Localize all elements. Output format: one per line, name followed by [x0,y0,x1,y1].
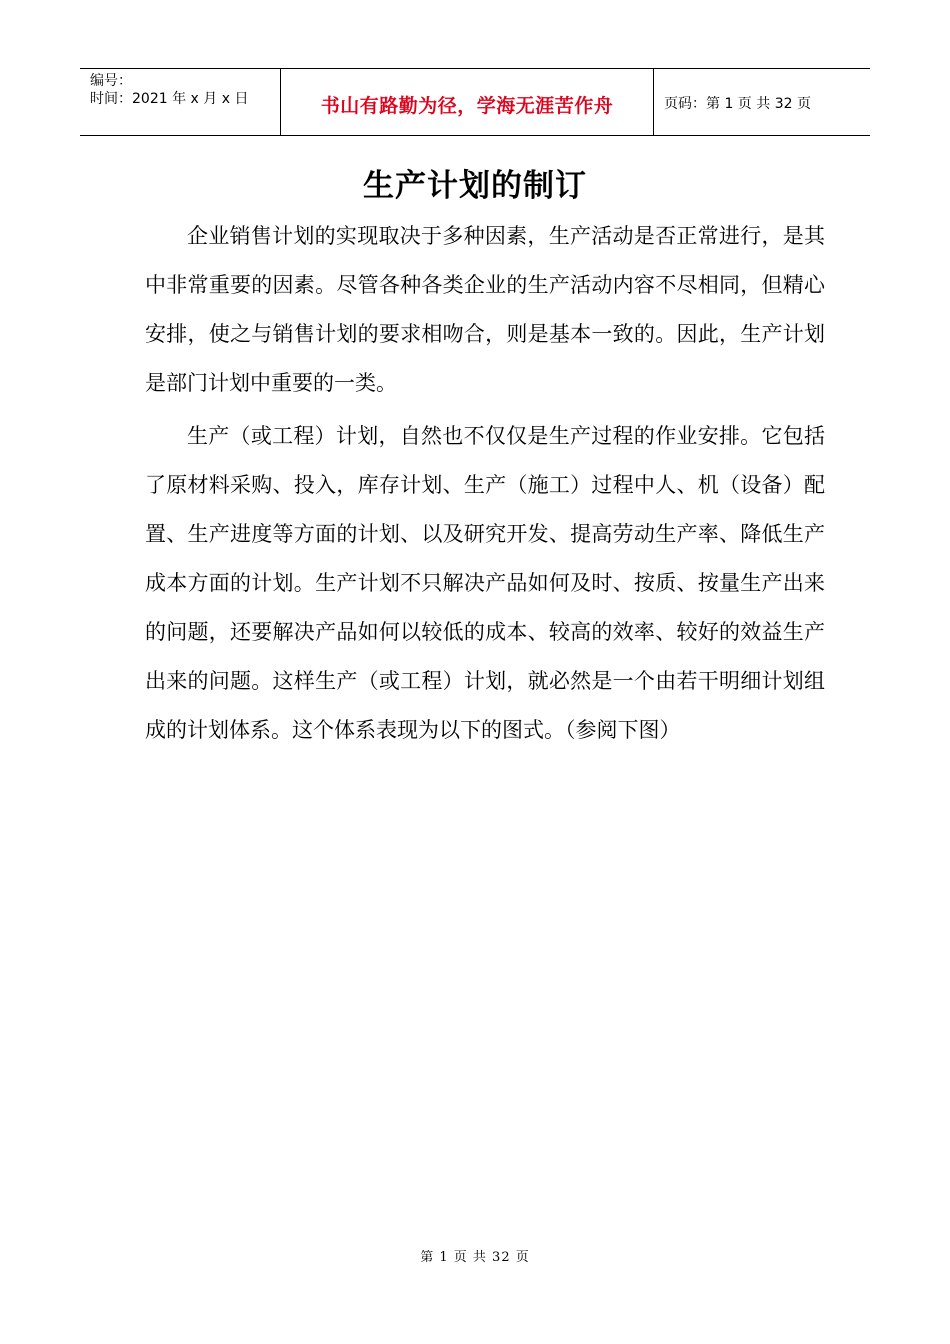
document-number-label: 编号： [90,73,132,89]
header-motto: 书山有路勤为径，学海无涯苦作舟 [320,94,614,117]
document-date-label: 时间：2021 年 x 月 x 日 [90,91,249,107]
body-paragraph: 生产（或工程）计划，自然也不仅仅是生产过程的作业安排。它包括了原材料采购、投入，库存计划、生产（施工）过程中人、机（设备）配置、生产进度等方面的计划、以及研究开发、提高劳动生产率、降低生产成本方面的计划。生产计划不只解决产品如何及时、按质、按量生产出来的问题，还要解决产品如何以较低的成本、较高的效率、较好的效益生产出来的问题。这样生产（或工程）计划，就必然是一个由若干明细计划组成的计划体系。这个体系表现为以下的图式。（参阅下图） [145,424,825,742]
header-table [80,68,870,136]
page-footer: 第 1 页 共 32 页 [420,1250,530,1265]
header-meta-cell [80,69,281,135]
document-title: 生产计划的制订 [363,168,587,204]
header-motto-cell [281,69,654,135]
document-body [145,212,825,759]
header-page-number: 页码：第 1 页 共 32 页 [664,96,811,112]
header-page-cell [654,69,870,135]
body-paragraph: 企业销售计划的实现取决于多种因素，生产活动是否正常进行，是其中非常重要的因素。尽管各种各类企业的生产活动内容不尽相同，但精心安排，使之与销售计划的要求相吻合，则是基本一致的。因此，生产计划是部门计划中重要的一类。 [145,224,825,395]
